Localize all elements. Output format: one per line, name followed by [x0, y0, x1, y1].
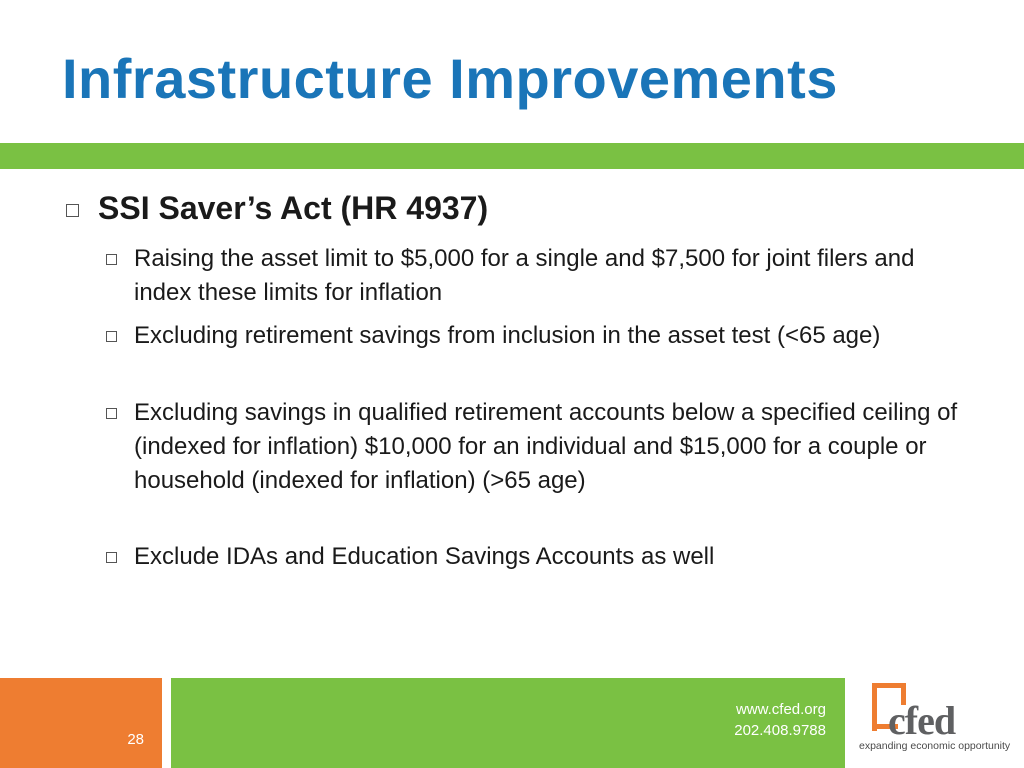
square-bullet-icon: [106, 331, 117, 342]
logo-wordmark: cfed: [888, 698, 956, 743]
sub-bullet-3: [106, 396, 966, 498]
footer-green-block: [171, 678, 845, 768]
sub-bullet-1: [106, 242, 966, 310]
sub-bullet-text: Excluding retirement savings from inclusion in the asset test (<65 age): [134, 322, 881, 349]
main-bullet-text: SSI Saver’s Act (HR 4937): [98, 190, 489, 226]
sub-bullet-text: Exclude IDAs and Education Savings Accounts as well: [134, 543, 715, 570]
page-number: 28: [127, 731, 144, 748]
logo-tagline: expanding economic opportunity: [859, 740, 1011, 752]
sub-bullet-text: Raising the asset limit to $5,000 for a single and $7,500 for joint filers and index these limits for inflation: [134, 245, 915, 306]
cfed-logo: [858, 681, 1020, 761]
square-bullet-icon: [66, 204, 79, 217]
title-divider-bar: [0, 143, 1024, 169]
sub-bullet-2: [106, 319, 966, 353]
footer-phone: 202.408.9788: [734, 722, 826, 739]
slide-title: Infrastructure Improvements: [62, 47, 838, 110]
footer-orange-block: [0, 678, 162, 768]
square-bullet-icon: [106, 254, 117, 265]
footer-url-link[interactable]: www.cfed.org: [735, 701, 826, 718]
square-bullet-icon: [106, 552, 117, 563]
sub-bullet-text: Excluding savings in qualified retirement accounts below a specified ceiling of (indexed for inflation) $10,000 for an individual and $15,000 for a couple or household (indexed for inflation) (>65 age): [134, 399, 958, 494]
sub-bullet-4: [106, 540, 966, 574]
square-bullet-icon: [106, 408, 117, 419]
